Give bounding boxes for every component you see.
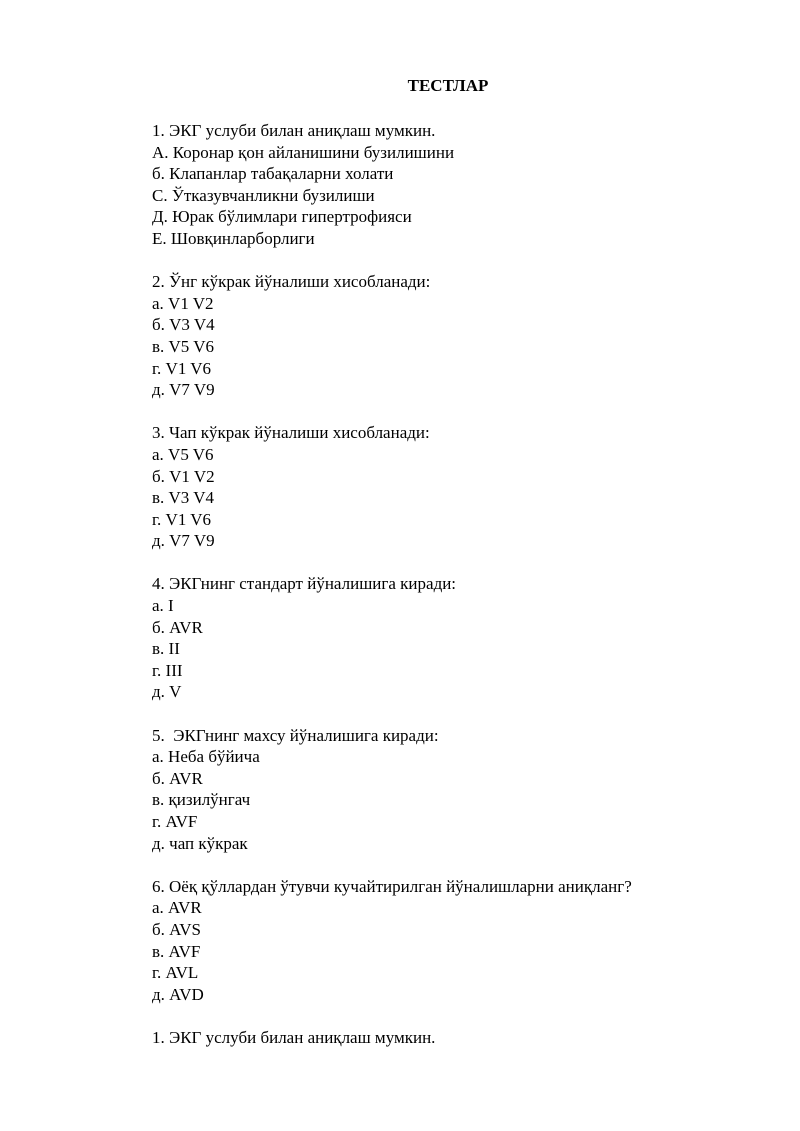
- answer-option: д. V7 V9: [152, 380, 215, 400]
- question-block: [152, 725, 772, 855]
- answer-option: а. V1 V2: [152, 293, 214, 313]
- question-block: [152, 120, 772, 250]
- answer-option: б. Клапанлар табақаларни холати: [152, 164, 394, 184]
- answer-option: б. AVS: [152, 919, 201, 939]
- answer-option: в. AVF: [152, 941, 201, 961]
- answer-option: в. V3 V4: [152, 488, 215, 508]
- answer-option: в. II: [152, 639, 180, 659]
- answer-option: С. Ўтказувчанликни бузилиши: [152, 185, 375, 205]
- answer-option: д. AVD: [152, 984, 204, 1004]
- answer-option: г. AVL: [152, 963, 199, 983]
- question-block: [152, 573, 772, 703]
- question-prompt: 3. Чап кўкрак йўналиши хисобланади:: [152, 423, 430, 443]
- answer-option: б. AVR: [152, 617, 203, 637]
- answer-option: А. Коронар қон айланишини бузилишини: [152, 142, 455, 162]
- answer-option: г. III: [152, 660, 183, 680]
- answer-option: б. AVR: [152, 768, 203, 788]
- question-prompt: 1. ЭКГ услуби билан аниқлаш мумкин.: [152, 1027, 436, 1047]
- questions-list: [152, 120, 772, 1070]
- answer-option: б. V3 V4: [152, 315, 215, 335]
- answer-option: а. I: [152, 596, 174, 616]
- question-prompt: 4. ЭКГнинг стандарт йўналишига киради:: [152, 574, 457, 594]
- answer-option: г. V1 V6: [152, 358, 212, 378]
- question-block: [152, 271, 772, 401]
- trailing-question: [152, 1027, 772, 1049]
- answer-option: Е. Шовқинларборлиги: [152, 228, 315, 248]
- answer-option: а. AVR: [152, 898, 202, 918]
- document-title: [0, 76, 800, 96]
- answer-option: б. V1 V2: [152, 466, 215, 486]
- answer-option: а. V5 V6: [152, 444, 214, 464]
- question-block: [152, 876, 772, 1006]
- answer-option: в. қизилўнгач: [152, 790, 251, 810]
- question-prompt: 2. Ўнг кўкрак йўналиши хисобланади:: [152, 272, 431, 292]
- answer-option: д. чап кўкрак: [152, 833, 248, 853]
- answer-option: а. Неба бўйича: [152, 747, 260, 767]
- document-title-text: ТЕСТЛАР: [407, 76, 489, 95]
- answer-option: д. V: [152, 682, 182, 702]
- answer-option: в. V5 V6: [152, 336, 215, 356]
- answer-option: г. AVF: [152, 812, 198, 831]
- question-prompt: 1. ЭКГ услуби билан аниқлаш мумкин.: [152, 121, 436, 140]
- question-block: [152, 422, 772, 552]
- answer-option: Д. Юрак бўлимлари гипертрофияси: [152, 207, 412, 227]
- question-prompt: 5. ЭКГнинг махсу йўналишига киради:: [152, 725, 439, 745]
- question-prompt: 6. Оёқ қўллардан ўтувчи кучайтирилган йўналишларни аниқланг?: [152, 876, 632, 896]
- answer-option: д. V7 V9: [152, 531, 215, 551]
- answer-option: г. V1 V6: [152, 509, 212, 529]
